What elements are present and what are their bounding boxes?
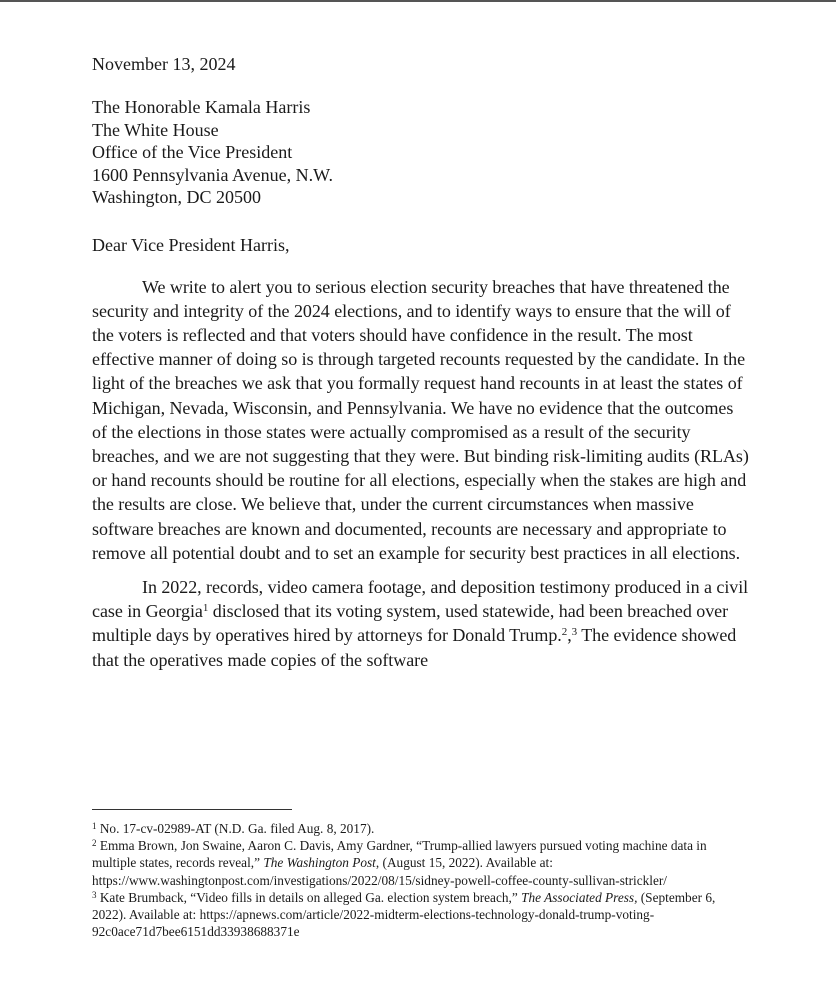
- footnote-text: , (August 15, 2022). Available at: https://www.washingtonpost.com/investigations/2022/08/15/sidney-powell-coffee-county-sullivan-strickler/: [92, 855, 667, 888]
- address-line: Washington, DC 20500: [92, 187, 262, 207]
- footnote-text: Kate Brumback, “Video fills in details on alleged Ga. election system breach,”: [99, 889, 522, 905]
- footnotes: [92, 820, 752, 940]
- address-line: Office of the Vice President: [92, 142, 293, 162]
- address-line: The Honorable Kamala Harris: [92, 97, 311, 117]
- paragraph-2-text: disclosed that its voting system, used statewide, had been breached over multiple days by operatives hired by attorneys for Donald Trump.: [92, 601, 729, 646]
- footnote-1: [92, 820, 752, 837]
- paragraph-2-text: The evidence showed that the operatives made copies of the software: [92, 625, 737, 670]
- footnote-number: 1: [92, 821, 97, 831]
- footnote-2: [92, 837, 752, 889]
- paragraph-1: We write to alert you to serious election security breaches that have threatened the security and integrity of the 2024 elections, and to identify ways to ensure that the will of the voters is reflected and that voters should have confidence in the result. The most effective manner of doing so is through targeted recounts requested by the candidate. In the light of the breaches we ask that you formally request hand recounts in at least the states of Michigan, Nevada, Wisconsin, and Pennsylvania. We have no evidence that the outcomes of the elections in those states were actually compromised as a result of the security breaches, and we are not suggesting that they were. But binding risk-limiting audits (RLAs) or hand recounts should be routine for all elections, especially when the stakes are high and the results are close. We believe that, under the current circumstances when massive software breaches are known and documented, recounts are necessary and appropriate to remove all potential doubt and to set an example for security best practices in all elections.: [92, 276, 749, 563]
- footnote-text: Emma Brown, Jon Swaine, Aaron C. Davis, Amy Gardner, “Trump-allied lawyers pursued voting machine data in multiple states, records reveal,”: [92, 838, 707, 871]
- recipient-address: [92, 96, 752, 209]
- address-line: The White House: [92, 119, 219, 140]
- letter-body: [92, 52, 752, 672]
- footnote-publication: The Associated Press,: [521, 889, 638, 905]
- footnote-publication: The Washington Post: [263, 855, 376, 871]
- top-edge-rule: [0, 0, 836, 2]
- footnote-number: 3: [92, 889, 97, 900]
- footnote-3: [92, 889, 752, 941]
- footnote-number: 2: [92, 838, 97, 849]
- address-line: 1600 Pennsylvania Avenue, N.W.: [92, 164, 333, 185]
- footnote-ref-separator: ,: [567, 625, 572, 646]
- salutation: Dear Vice President Harris,: [92, 234, 290, 255]
- paragraph-2: [92, 575, 752, 672]
- letter-date: November 13, 2024: [92, 54, 236, 74]
- footnote-divider: [92, 809, 292, 810]
- footnote-ref-2: 2: [561, 626, 568, 639]
- footnote-text: (September 6, 2022). Available at: https://apnews.com/article/2022-midterm-elections-technology-donald-trump-voting-92c0ace71d7bee6151dd33938688371e: [92, 889, 716, 940]
- footnote-ref-3: 3: [571, 626, 578, 639]
- footnote-ref-1: 1: [202, 602, 209, 615]
- paragraph-2-text: In 2022, records, video camera footage, and deposition testimony produced in a civil case in Georgia: [92, 576, 749, 622]
- footnote-text: No. 17-cv-02989-AT (N.D. Ga. filed Aug. 8, 2017).: [99, 821, 375, 836]
